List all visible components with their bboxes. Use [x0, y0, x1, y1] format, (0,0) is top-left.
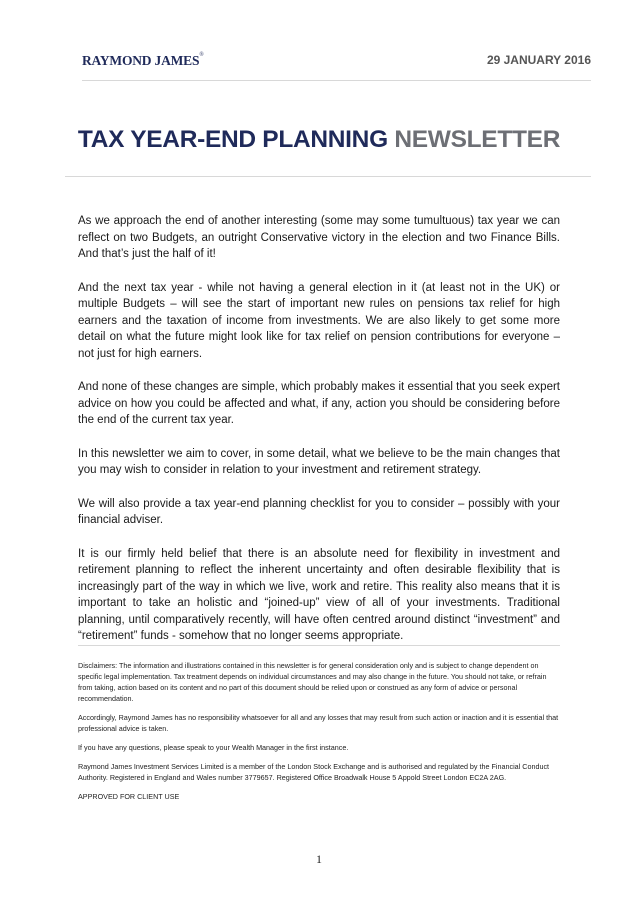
title-main: TAX YEAR-END PLANNING — [77, 126, 388, 153]
disclaimers-section — [78, 660, 560, 810]
body-paragraph: We will also provide a tax year-end planning checklist for you to consider – possibly with your financial adviser. — [78, 497, 560, 526]
disclaimer-paragraph: Accordingly, Raymond James has no responsibility whatsoever for all and any losses that may result from such action or inaction and it is essential that professional advice is taken. — [78, 713, 559, 733]
disclaimer-paragraph: Raymond James Investment Services Limited is a member of the London Stock Exchange and is authorised and regulated by the Financial Conduct Authority. Registered in England and Wales number 3779657. Registered Office Broadwalk House 5 Appold Street London EC2A 2AG. — [78, 762, 550, 782]
body-paragraph: And the next tax year - while not having a general election in it (at least not in the UK) or multiple Budgets – will see the start of important new rules on pensions tax relief for high earners and the taxation of income from investments. We are also likely to get some more detail on what the future might look like for tax relief on pension contributions for everyone – not just for high earners. — [78, 281, 560, 360]
raymond-james-logo — [82, 53, 204, 69]
page-number: 1 — [316, 852, 322, 866]
title-accent: NEWSLETTER — [394, 126, 561, 153]
title-divider — [65, 176, 591, 177]
body-paragraph: In this newsletter we aim to cover, in some detail, what we believe to be the main changes that you may wish to consider in relation to your investment and retirement strategy. — [78, 447, 560, 476]
newsletter-body — [78, 213, 560, 662]
newsletter-date: 29 JANUARY 2016 — [486, 53, 591, 67]
logo-text: RAYMOND JAMES — [82, 53, 200, 68]
approval-note: APPROVED FOR CLIENT USE — [78, 792, 180, 801]
body-paragraph: And none of these changes are simple, which probably makes it essential that you seek expert advice on how you could be affected and what, if any, action you should be considering before the end of the current tax year. — [78, 381, 560, 426]
body-paragraph: As we approach the end of another interesting (some may some tumultuous) tax year we can reflect on two Budgets, an outright Conservative victory in the election and two Finance Bills. And that’s just the half of it! — [78, 215, 560, 260]
disclaimer-divider — [78, 645, 560, 646]
disclaimer-paragraph: If you have any questions, please speak to your Wealth Manager in the first instance. — [78, 743, 349, 752]
body-paragraph: It is our firmly held belief that there is an absolute need for flexibility in investment and retirement planning to reflect the inherent uncertainty and often desirable flexibility that is increasingly part of the way in which we live, work and retire. This reality also means that it is important to take an holistic and “joined-up” view of all of your investments. Traditional planning, until comparatively recently, will have often centred around distinct “investment” and “retirement” funds - somehow that no longer seems appropriate. — [78, 547, 560, 642]
page-title — [0, 126, 638, 154]
registered-mark: ® — [199, 52, 204, 58]
header-divider — [82, 80, 591, 81]
disclaimer-paragraph: Disclaimers: The information and illustrations contained in this newsletter is for general consideration only and is subject to change dependent on specific legal implementation. Tax treatment depends on individual circumstances and may also change in the future. You should not take, or refrain from taking, action based on its content and no part of this document should be relied upon or construed as any form of advice or personal recommendation. — [78, 661, 547, 703]
